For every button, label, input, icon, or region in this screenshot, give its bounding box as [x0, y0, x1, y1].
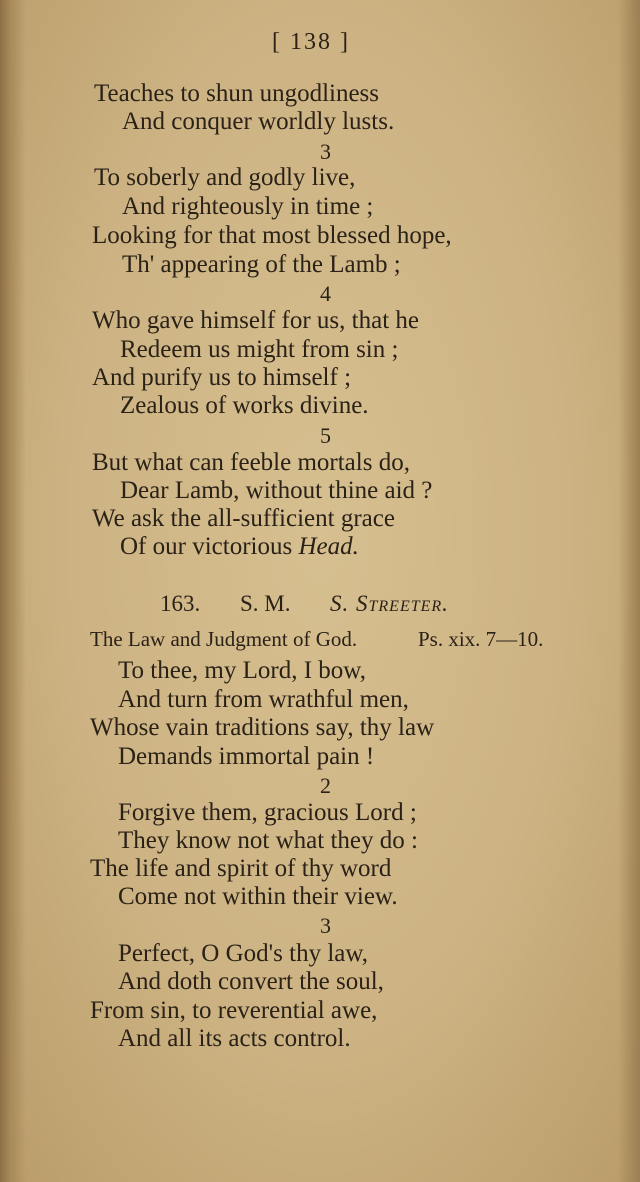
- stanza-number: 3: [320, 139, 331, 164]
- verse-line: And turn from wrathful men,: [118, 686, 409, 713]
- verse-line: Looking for that most blessed hope,: [92, 222, 452, 249]
- verse-line: Teaches to shun ungodliness: [94, 80, 380, 107]
- verse-line: Who gave himself for us, that he: [92, 307, 419, 334]
- verse-line: Perfect, O God's thy law,: [118, 940, 369, 967]
- verse-line: Demands immortal pain !: [118, 743, 375, 770]
- verse-line: Whose vain traditions say, thy law: [90, 714, 435, 741]
- stanza-number: 2: [320, 773, 331, 798]
- verse-line: The life and spirit of thy word: [90, 855, 392, 882]
- hymn-meter: S. M.: [240, 591, 291, 616]
- verse-line: To soberly and godly live,: [94, 164, 356, 191]
- verse-line: Redeem us might from sin ;: [120, 336, 399, 363]
- stanza-number: 3: [320, 913, 331, 938]
- stanza-number: 5: [320, 423, 331, 448]
- verse-line: From sin, to reverential awe,: [90, 997, 378, 1024]
- page-edge-left: [0, 0, 26, 1182]
- verse-line: To thee, my Lord, I bow,: [118, 657, 366, 684]
- verse-line: Th' appearing of the Lamb ;: [122, 251, 401, 278]
- verse-line: Dear Lamb, without thine aid ?: [120, 477, 433, 504]
- verse-line: Forgive them, gracious Lord ;: [118, 799, 417, 826]
- verse-line: But what can feeble mortals do,: [92, 449, 410, 476]
- verse-italic-word: Head.: [298, 533, 359, 560]
- page-edge-right: [618, 0, 640, 1182]
- verse-text: Of our victorious: [120, 533, 293, 560]
- verse-line: We ask the all-sufficient grace: [92, 505, 395, 532]
- verse-line-last: [120, 533, 359, 561]
- verse-line: They know not what they do :: [118, 827, 418, 854]
- verse-line: And purify us to himself ;: [92, 364, 352, 391]
- hymn-number: 163.: [160, 591, 201, 616]
- hymn-scripture-reference: Ps. xix. 7—10.: [418, 627, 544, 651]
- verse-line: Come not within their view.: [118, 883, 398, 910]
- hymn-title: The Law and Judgment of God.: [90, 627, 358, 651]
- stanza-number: 4: [320, 281, 331, 306]
- hymn-author: S. Streeter.: [330, 591, 449, 616]
- verse-line: And righteously in time ;: [122, 193, 374, 220]
- page-number-header: [ 138 ]: [272, 29, 350, 55]
- verse-line: Zealous of works divine.: [120, 392, 369, 419]
- verse-line: And conquer worldly lusts.: [122, 108, 395, 135]
- verse-line: And all its acts control.: [118, 1025, 351, 1052]
- verse-line: And doth convert the soul,: [118, 968, 384, 995]
